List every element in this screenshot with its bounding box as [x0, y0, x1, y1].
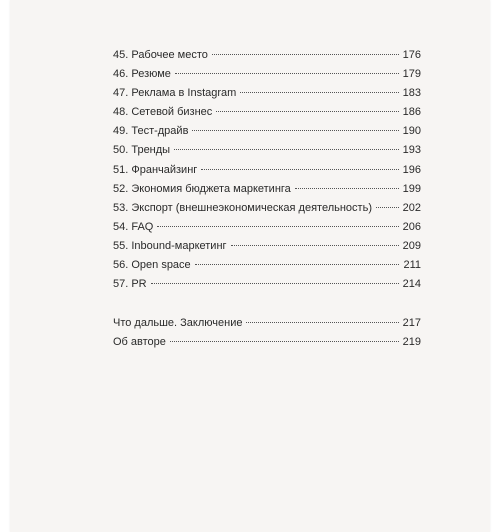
- toc-entry-page: 183: [402, 87, 421, 100]
- toc-entry-page: 193: [402, 144, 421, 157]
- dot-leader: [170, 341, 399, 342]
- section-gap: [113, 294, 421, 314]
- dot-leader: [231, 245, 399, 246]
- toc-entry-title: 45. Рабочее место: [113, 49, 208, 61]
- toc-entry-title: 46. Резюме: [113, 68, 171, 81]
- dot-leader: [201, 169, 398, 170]
- dot-leader: [157, 226, 398, 227]
- toc-entry-title: 54. FAQ: [113, 220, 154, 233]
- toc-entry-page: 214: [402, 278, 421, 291]
- toc-entry-page: 196: [402, 163, 421, 176]
- dot-leader: [212, 54, 399, 55]
- toc-entry-title: 48. Сетевой бизнес: [113, 106, 213, 119]
- dot-leader: [175, 73, 399, 74]
- toc-entry: [113, 84, 421, 103]
- toc-entry-title: 53. Экспорт (внешнеэкономическая деятельность): [113, 201, 372, 214]
- toc-entry-title: 56. Open space: [113, 259, 191, 272]
- dot-leader: [174, 149, 399, 150]
- toc-entry-title: 49. Тест-драйв: [113, 125, 189, 138]
- toc-entry: [113, 141, 421, 160]
- toc-entry-page: 209: [402, 239, 421, 252]
- toc-entry-title: Что дальше. Заключение: [113, 317, 243, 330]
- toc-entry-page: 219: [402, 336, 421, 349]
- toc-entry: [113, 256, 421, 275]
- table-of-contents: [113, 46, 421, 352]
- toc-entry-closing: [113, 333, 421, 352]
- dot-leader: [295, 188, 399, 189]
- toc-entry-title: 51. Франчайзинг: [113, 163, 198, 176]
- dot-leader: [376, 207, 399, 208]
- toc-entry-page: 217: [402, 317, 421, 330]
- toc-entry-page: 199: [402, 182, 421, 195]
- toc-entry: [113, 46, 421, 65]
- toc-entry-closing: [113, 314, 421, 333]
- toc-entry: [113, 103, 421, 122]
- toc-entry-title: Об авторе: [113, 336, 166, 349]
- toc-entry-title: 47. Реклама в Instagram: [113, 87, 237, 100]
- toc-entry: [113, 161, 421, 180]
- dot-leader: [195, 264, 400, 265]
- toc-entry-page: 179: [402, 68, 421, 81]
- toc-entry: [113, 275, 421, 294]
- toc-entry-title: 55. Inbound-маркетинг: [113, 239, 227, 252]
- dot-leader: [151, 283, 399, 284]
- toc-entry: [113, 122, 421, 141]
- toc-entry-page: 186: [402, 106, 421, 119]
- toc-entry-page: 176: [402, 49, 421, 61]
- toc-entry-title: 57. PR: [113, 278, 147, 291]
- toc-entry: [113, 199, 421, 218]
- toc-entry-page: 206: [402, 220, 421, 233]
- toc-entry: [113, 218, 421, 237]
- toc-entry-page: 211: [403, 259, 421, 272]
- dot-leader: [216, 111, 398, 112]
- dot-leader: [192, 130, 398, 131]
- toc-entry: [113, 180, 421, 199]
- toc-entry-page: 202: [402, 201, 421, 214]
- toc-entry-title: 52. Экономия бюджета маркетинга: [113, 182, 291, 195]
- book-page: [10, 0, 490, 532]
- toc-entry: [113, 237, 421, 256]
- toc-entry: [113, 65, 421, 84]
- dot-leader: [246, 322, 398, 323]
- toc-entry-page: 190: [402, 125, 421, 138]
- toc-entry-title: 50. Тренды: [113, 144, 171, 157]
- dot-leader: [240, 92, 398, 93]
